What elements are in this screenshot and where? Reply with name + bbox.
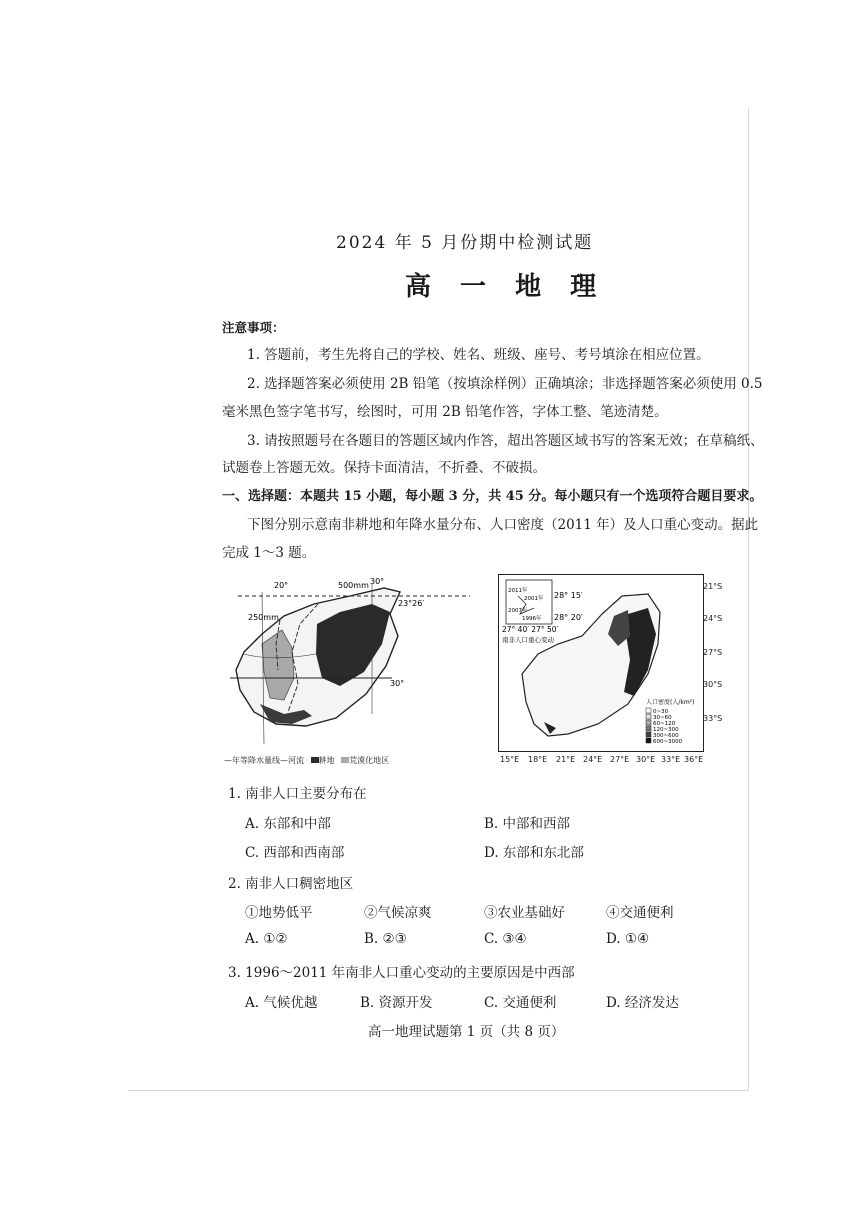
lat-21: 21°S [703,582,723,591]
inset-caption: 南非人口重心变动 [502,636,554,644]
q1-option-a[interactable]: A. 东部和中部 [245,816,331,832]
lon-27: 27°E [610,755,630,764]
lon-18: 18°E [528,755,548,764]
notice-item-2-line1: 2. 选择题答案必须使用 2B 铅笔（按填涂样例）正确填涂；非选择题答案必须使用 0.5 [247,376,763,392]
left-map-legend: —年等降水量线—河流 耕地 荒漠化地区 [224,756,390,765]
label-500mm: 500mm [338,581,369,590]
farmland-swatch [311,757,319,763]
inset-year-2001: 2001年 [524,596,544,602]
q2-option-c[interactable]: C. ③④ [484,931,527,947]
svg-text:30~60: 30~60 [653,715,672,721]
inset-year-2011: 2011年 [508,588,528,594]
notice-item-3-line2: 试题卷上答题无效。保持卡面清洁，不折叠、不破损。 [222,460,546,476]
q3-option-c[interactable]: C. 交通便利 [484,995,557,1011]
q1-option-d[interactable]: D. 东部和东北部 [484,845,584,861]
svg-text:60~120: 60~120 [653,721,676,727]
label-tropic: 23°26′ [398,599,425,608]
q2-option-b[interactable]: B. ②③ [364,931,407,947]
intro-line-2: 完成 1～3 题。 [222,545,316,561]
q2-statement-3: ③农业基础好 [484,905,565,921]
lat-30: 30°S [703,680,723,689]
lat-33: 33°S [703,714,723,723]
section-heading: 一、选择题：本题共 15 小题，每小题 3 分，共 45 分。每小题只有一个选项符合题目要求。 [222,489,763,504]
label-250mm: 250mm [248,613,279,622]
svg-text:600~3000: 600~3000 [653,739,683,745]
lat-24: 24°S [703,614,723,623]
legend-farmland: 耕地 [318,756,335,765]
svg-text:300~600: 300~600 [653,733,679,739]
population-density-map [498,574,704,752]
lon-36: 36°E [684,755,704,764]
notice-item-2-line2: 毫米黑色签字笔书写，绘图时，可用 2B 铅笔作答，字体工整、笔迹清楚。 [222,404,668,420]
label-30-lat: 30° [390,679,405,688]
lon-21: 21°E [556,755,576,764]
notice-item-1: 1. 答题前，考生先将自己的学校、姓名、班级、座号、考号填涂在相应位置。 [247,347,710,363]
lon-24: 24°E [583,755,603,764]
q2-statement-2: ②气候凉爽 [364,905,432,921]
legend-river: 河流 [288,756,304,765]
lon-33: 33°E [661,755,681,764]
svg-text:120~300: 120~300 [653,727,679,733]
lat-27: 27°S [703,648,723,657]
question-1-stem: 1. 南非人口主要分布在 [228,786,367,802]
q3-option-d[interactable]: D. 经济发达 [606,995,679,1011]
label-20: 20° [274,581,289,590]
question-2-stem: 2. 南非人口稠密地区 [228,876,354,892]
q2-statement-1: ①地势低平 [245,905,313,921]
lon-15: 15°E [500,755,520,764]
density-legend-title: 人口密度(人/km²) [646,699,695,706]
legend-desert: 荒漠化地区 [349,756,390,765]
svg-text:0~30: 0~30 [653,709,669,715]
q2-option-d[interactable]: D. ①④ [606,931,650,947]
q2-statement-4: ④交通便利 [606,905,674,921]
notice-item-3-line1: 3. 请按照题号在各题目的答题区域内作答，超出答题区域书写的答案无效；在草稿纸、 [247,433,764,449]
inset-lat-2: 28° 20′ [554,613,583,622]
desert-swatch [341,757,349,763]
question-3-stem: 3. 1996～2011 年南非人口重心变动的主要原因是中西部 [228,965,575,981]
inset-year-1996: 1996年 [522,616,542,622]
lon-30: 30°E [636,755,656,764]
exam-title: 2024 年 5 月份期中检测试题 [336,233,594,253]
q3-option-a[interactable]: A. 气候优越 [245,995,318,1011]
subject-title: 高 一 地 理 [405,272,607,302]
label-30-top: 30° [370,577,385,586]
intro-line-1: 下图分别示意南非耕地和年降水量分布、人口密度（2011 年）及人口重心变动。据此 [247,517,759,533]
inset-lat-1: 28° 15′ [554,591,583,600]
farmland-rainfall-map [222,574,472,774]
q1-option-b[interactable]: B. 中部和西部 [484,816,571,832]
inset-lon: 27° 40′ 27° 50′ [502,625,559,634]
notice-heading: 注意事项： [222,320,285,335]
page-footer: 高一地理试题第 1 页（共 8 页） [368,1024,565,1040]
q3-option-b[interactable]: B. 资源开发 [360,995,433,1011]
q2-option-a[interactable]: A. ①② [245,931,288,947]
legend-isohyet: 年等降水量线 [232,756,280,765]
q1-option-c[interactable]: C. 西部和西南部 [245,845,345,861]
inset-year-2007: 2007年 [508,608,528,614]
